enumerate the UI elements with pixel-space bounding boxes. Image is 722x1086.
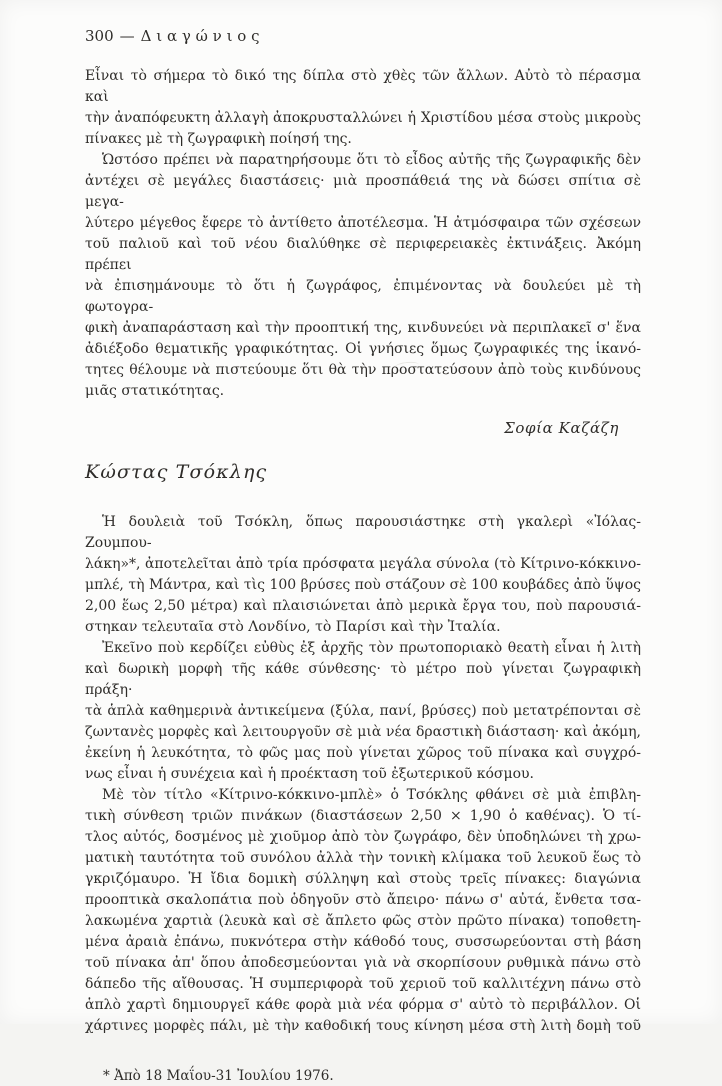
text-line: ματικὴ ταυτότητα τοῦ συνόλου ἀλλὰ τὴν τονικὴ κλίμακα τοῦ λευκοῦ ἕως τὸ <box>85 850 641 866</box>
text-line: νως εἶναι ἡ συνέχεια καὶ ἡ προέκταση τοῦ ἐξωτερικοῦ κόσμου. <box>85 766 534 782</box>
text-line: τοῦ πίνακα ἀπ' ὅπου ἀποδεσμεύονται γιὰ νὰ σκορπίσουν ρυθμικὰ πάνω στὸ <box>85 955 641 971</box>
text-line: ζωντανὲς μορφὲς καὶ λειτουργοῦν σὲ μιὰ νέα δραστικὴ διάσταση· καὶ ἀκόμη, <box>85 724 641 740</box>
text-line: τικὴ σύνθεση τριῶν πινάκων (διαστάσεων 2,50 × 1,90 ὁ καθένας). Ὁ τί- <box>85 808 641 824</box>
article-ending-text <box>85 66 641 402</box>
text-line: μιᾶς στατικότητας. <box>85 383 225 399</box>
text-line: χάρτινες μορφὲς πάλι, μὲ τὴν καθοδική τους κίνηση μέσα στὴ λιτὴ δομὴ τοῦ <box>85 1018 641 1034</box>
section-heading: Κώστας Τσόκλης <box>85 461 268 483</box>
text-line: τητες θέλουμε νὰ πιστεύουμε ὅτι θὰ τὴν προστατεύσουν ἀπὸ τοὺς κινδύνους <box>85 362 641 378</box>
text-line: λύτερο μέγεθος ἔφερε τὸ ἀντίθετο ἀποτέλεσμα. Ἡ ἀτμόσφαιρα τῶν σχέσεων <box>85 215 641 231</box>
footnote: * Ἀπὸ 18 Μαΐου-31 Ἰουλίου 1976. <box>103 1068 334 1084</box>
paragraph-1 <box>85 66 641 150</box>
paragraph-1 <box>85 512 641 638</box>
text-line: μένα ἀραιὰ ἐπάνω, πυκνότερα στὴν κάθοδό τους, συσσωρεύονται στὴ βάση <box>85 934 641 950</box>
text-line: φικὴ ἀναπαράσταση καὶ τὴν προοπτική της, κινδυνεύει νὰ περιπλακεῖ σ' ἕνα <box>85 320 641 336</box>
text-line: δάπεδο τῆς αἴθουσας. Ἡ συμπεριφορὰ τοῦ χεριοῦ τοῦ καλλιτέχνη πάνω στὸ <box>85 976 641 992</box>
text-line: ἁπλὸ χαρτὶ δημιουργεῖ κάθε φορὰ μιὰ νέα φόρμα σ' αὐτὸ τὸ περιβάλλον. Οἱ <box>85 997 641 1013</box>
journal-title: Διαγώνιος <box>140 27 265 45</box>
paragraph-3 <box>85 785 641 1037</box>
text-line: τλος αὐτός, δοσμένος μὲ χιοῦμορ ἀπὸ τὸν ζωγράφο, δὲν ὑποδηλώνει τὴ χρω- <box>85 829 641 845</box>
text-line: νὰ ἐπισημάνουμε τὸ ὅτι ἡ ζωγράφος, ἐπιμένοντας νὰ δουλεύει μὲ τὴ φωτογρα- <box>85 278 641 315</box>
text-line: Ἡ δουλειὰ τοῦ Τσόκλη, ὅπως παρουσιάστηκε στὴ γκαλερὶ «Ἰόλας-Ζουμπου- <box>85 514 641 551</box>
text-line: Ὡστόσο πρέπει νὰ παρατηρήσουμε ὅτι τὸ εἶδος αὐτῆς τῆς ζωγραφικῆς δὲν <box>102 152 641 168</box>
text-line: Μὲ τὸν τίτλο «Κίτρινο-κόκκινο-μπλὲ» ὁ Τσόκλης φθάνει σὲ μιὰ ἐπιβλη- <box>102 787 641 803</box>
text-line: καὶ δωρικὴ μορφὴ τῆς κάθε σύνθεσης· τὸ μέτρο ποὺ γίνεται ζωγραφικὴ πράξη· <box>85 661 641 698</box>
text-line: προοπτικὰ σκαλοπάτια ποὺ ὁδηγοῦν στὸ ἄπειρο· πάνω σ' αὐτά, ἔνθετα τσα- <box>85 892 641 908</box>
article-body-text <box>85 512 641 1037</box>
author-signature: Σοφία Καζάζη <box>504 419 619 437</box>
running-header <box>85 26 641 47</box>
text-line: ἀδιέξοδο θεματικῆς γραφικότητας. Οἱ γνήσιες ὅμως ζωγραφικές της ἱκανό- <box>85 341 641 357</box>
text-line: τοῦ παλιοῦ καὶ τοῦ νέου διαλύθηκε σὲ περιφερειακὲς ἐκτινάξεις. Ἀκόμη πρέπει <box>85 236 641 273</box>
text-line: ἀντέχει σὲ μεγάλες διαστάσεις· μιὰ προσπάθειά της νὰ δώσει σπίτια σὲ μεγα- <box>85 173 641 210</box>
text-line: Εἶναι τὸ σήμερα τὸ δικό της δίπλα στὸ χθὲς τῶν ἄλλων. Αὐτὸ τὸ πέρασμα καὶ <box>85 68 641 105</box>
text-line: στηκαν τελευταῖα στὸ Λονδίνο, τὸ Παρίσι καὶ τὴν Ἰταλία. <box>85 619 501 635</box>
text-line: 2,00 ἕως 2,50 μέτρα) καὶ πλαισιώνεται ἀπὸ μερικὰ ἔργα του, ποὺ παρουσιά- <box>85 598 641 614</box>
paragraph-2 <box>85 150 641 402</box>
text-line: ἐκείνη ἡ λευκότητα, τὸ φῶς μας ποὺ γίνεται χῶρος τοῦ πίνακα καὶ συγχρό- <box>85 745 641 761</box>
text-line: λάκη»*, ἀποτελεῖται ἀπὸ τρία πρόσφατα μεγάλα σύνολα (τὸ Κίτρινο-κόκκινο- <box>85 556 641 572</box>
page-number: 300 <box>85 27 114 45</box>
text-line: πίνακες μὲ τὴ ζωγραφικὴ ποίησή της. <box>85 131 352 147</box>
header-dash: — <box>119 27 135 45</box>
text-line: λακωμένα χαρτιὰ (λευκὰ καὶ σὲ ἄπλετο φῶς στὸν πρῶτο πίνακα) τοποθετη- <box>85 913 641 929</box>
text-line: Ἐκεῖνο ποὺ κερδίζει εὐθὺς ἐξ ἀρχῆς τὸν πρωτοποριακὸ θεατὴ εἶναι ἡ λιτὴ <box>102 640 641 656</box>
paragraph-2 <box>85 638 641 785</box>
text-line: τὰ ἁπλὰ καθημερινὰ ἀντικείμενα (ξύλα, πανί, βρύσες) ποὺ μετατρέπονται σὲ <box>85 703 641 719</box>
text-line: τὴν ἀναπόφευκτη ἀλλαγὴ ἀποκρυσταλλώνει ἡ Χριστίδου μέσα στοὺς μικροὺς <box>85 110 641 126</box>
text-line: γκριζόμαυρο. Ἡ ἴδια δομικὴ σύλληψη καὶ στοὺς τρεῖς πίνακες: διαγώνια <box>85 871 641 887</box>
text-line: μπλέ, τὴ Μάντρα, καὶ τὶς 100 βρύσες ποὺ στάζουν σὲ 100 κουβάδες ἀπὸ ὕψος <box>85 577 641 593</box>
